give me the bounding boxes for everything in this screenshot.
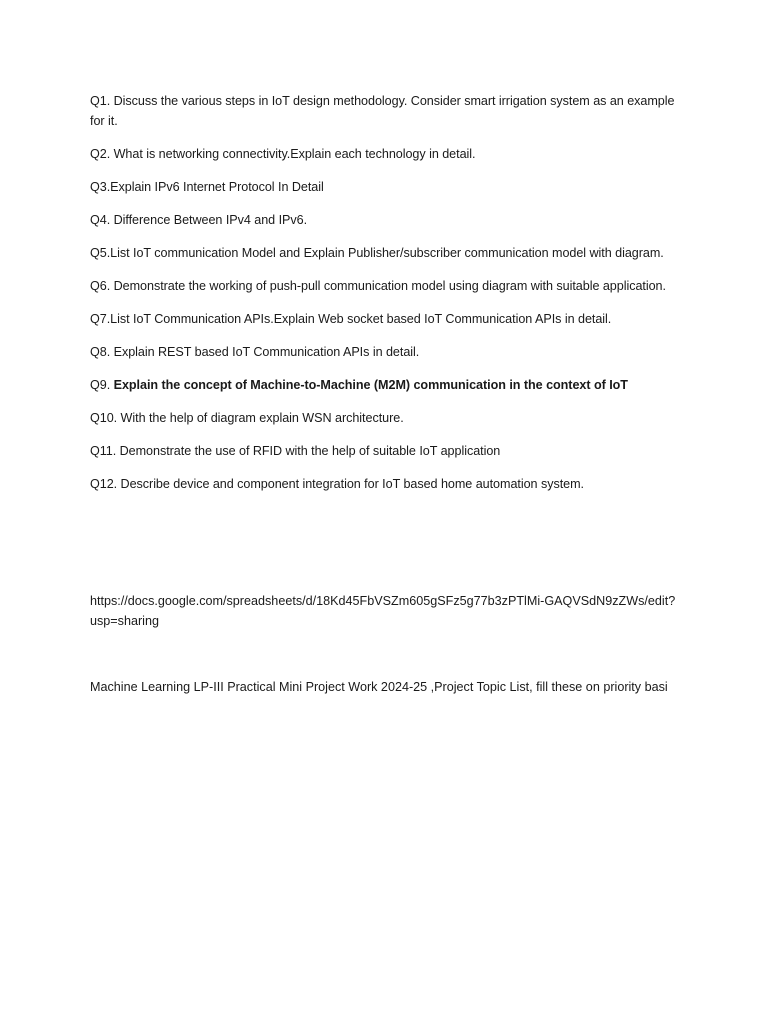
question-12: Q12. Describe device and component integration for IoT based home automation system. (90, 476, 584, 491)
question-9 (90, 376, 682, 396)
question-list (90, 92, 682, 508)
project-topic-note: Machine Learning LP-III Practical Mini Project Work 2024-25 ,Project Topic List, fill these on priority basi (90, 680, 668, 694)
question-11: Q11. Demonstrate the use of RFID with the help of suitable IoT application (90, 443, 501, 458)
spreadsheet-link[interactable]: https://docs.google.com/spreadsheets/d/18Kd45FbVSZm605gSFz5g77b3zPTlMi-GAQVSdN9zZWs/edit?usp=sharing (90, 594, 676, 628)
question-5: Q5.List IoT communication Model and Explain Publisher/subscriber communication model with diagram. (90, 245, 664, 260)
question-7: Q7.List IoT Communication APIs.Explain Web socket based IoT Communication APIs in detail. (90, 311, 612, 326)
question-6: Q6. Demonstrate the working of push-pull communication model using diagram with suitable application. (90, 278, 666, 293)
question-8: Q8. Explain REST based IoT Communication APIs in detail. (90, 344, 420, 359)
question-9-bold-text: Explain the concept of Machine-to-Machine (M2M) communication in the context of IoT (113, 377, 628, 392)
question-9-prefix: Q9. (90, 377, 114, 392)
question-4: Q4. Difference Between IPv4 and IPv6. (90, 212, 308, 227)
question-2: Q2. What is networking connectivity.Explain each technology in detail. (90, 146, 476, 161)
question-3: Q3.Explain IPv6 Internet Protocol In Detail (90, 179, 324, 194)
question-10: Q10. With the help of diagram explain WSN architecture. (90, 410, 404, 425)
question-1: Q1. Discuss the various steps in IoT design methodology. Consider smart irrigation system as an example for it. (90, 94, 675, 128)
